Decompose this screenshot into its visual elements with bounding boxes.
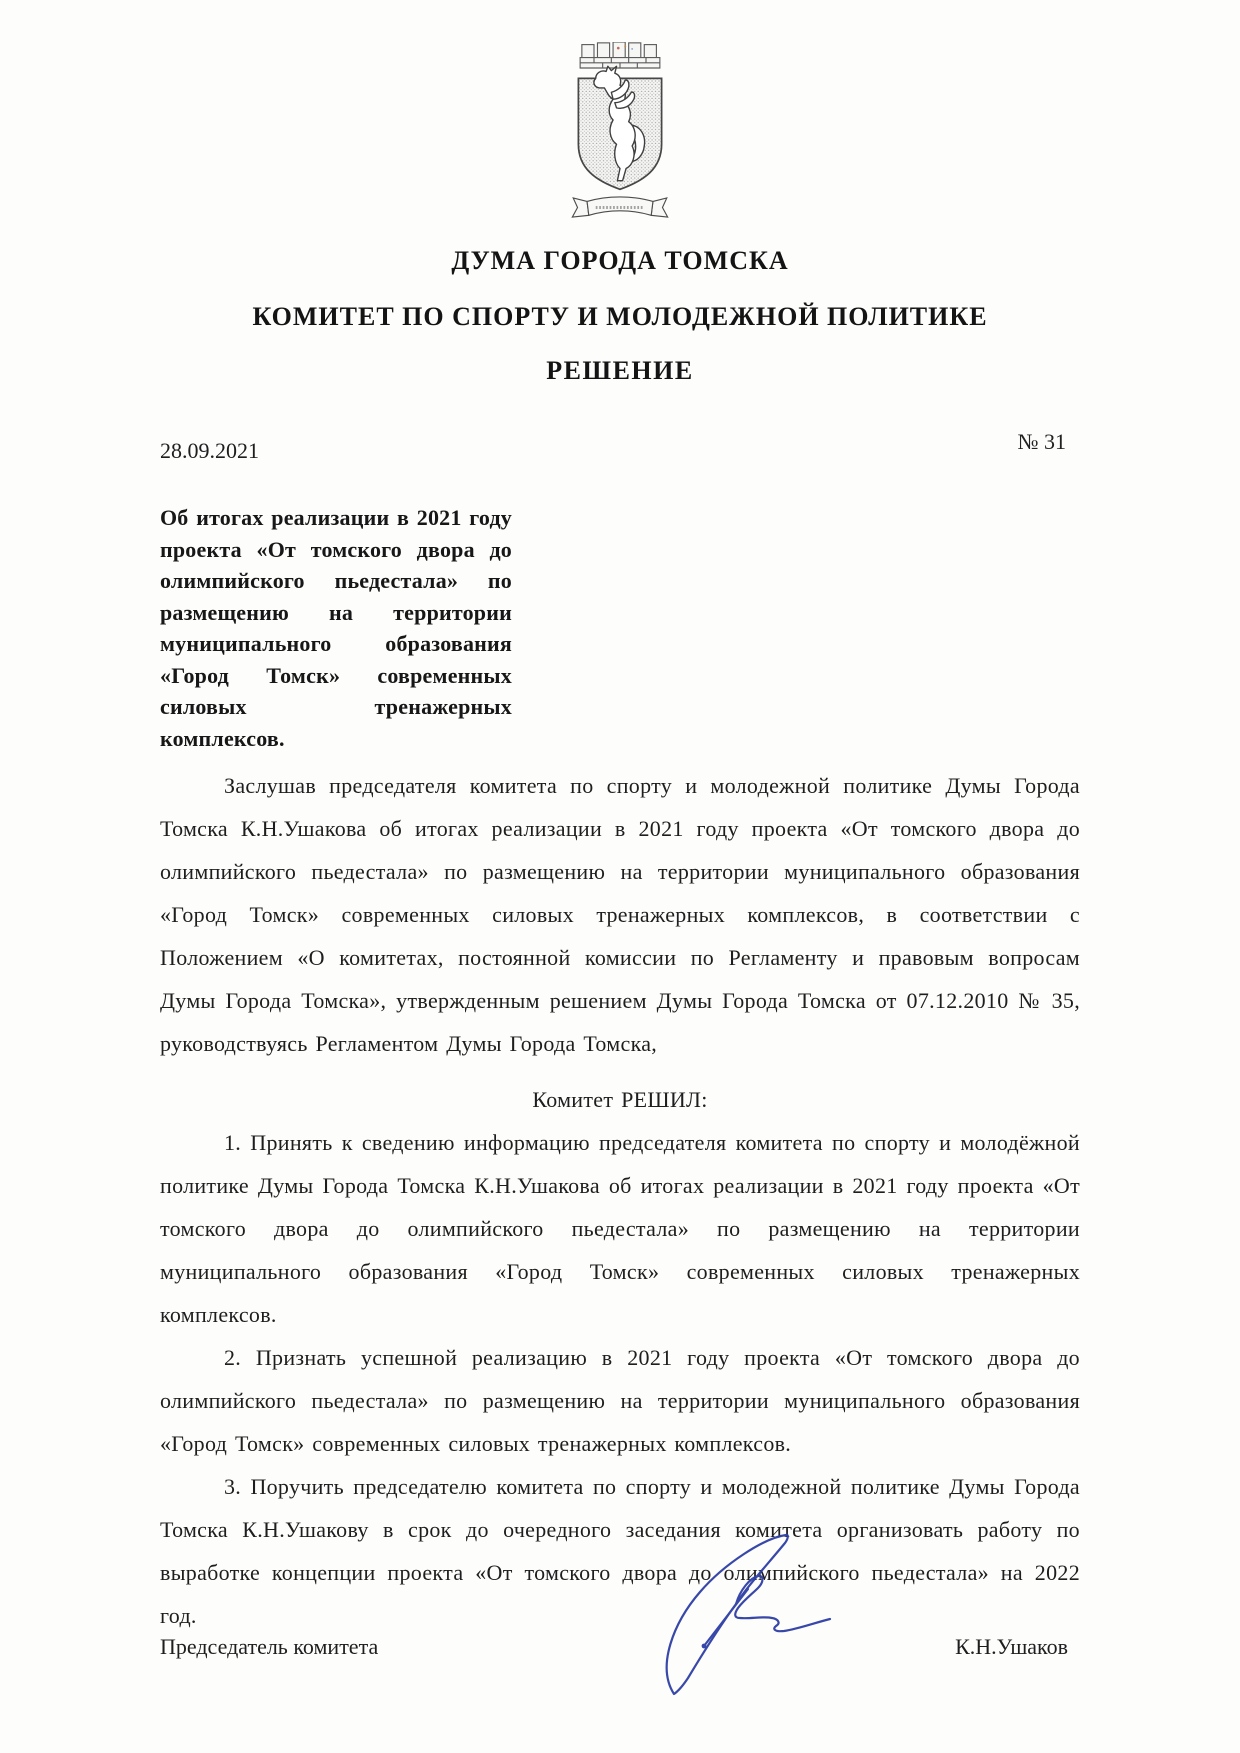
meta-row (160, 429, 1080, 464)
signer-title: Председатель комитета (160, 1634, 379, 1659)
doc-date: 28.09.2021 (160, 438, 259, 463)
mural-crown (580, 42, 660, 68)
resolved-heading: Комитет РЕШИЛ: (532, 1087, 708, 1112)
signer-name: К.Н.Ушаков (955, 1634, 1068, 1659)
committee-title: КОМИТЕТ ПО СПОРТУ И МОЛОДЕЖНОЙ ПОЛИТИКЕ (252, 302, 988, 331)
doc-number: № 31 (1017, 429, 1066, 454)
resolution-item-3: 3. Поручить председателю комитета по спорту и молодежной политике Думы Города Томска К.Н.Ушакову в срок до очередного заседания комитета организовать работу по выработке концепции проекта «От томского двора до олимпийского пьедестала» на 2022 год. (160, 1474, 1080, 1628)
doc-type-title: РЕШЕНИЕ (546, 356, 694, 385)
org-title: ДУМА ГОРОДА ТОМСКА (451, 246, 789, 275)
signature-row (160, 1634, 1080, 1660)
resolution-item-1: 1. Принять к сведению информацию председателя комитета по спорту и молодёжной политике Думы Города Томска К.Н.Ушакова об итогах реализации в 2021 году проекта «От томского двора до олимпийского пьедестала» по размещению на территории муниципального образования «Город Томск» современных силовых тренажерных комплексов. (160, 1130, 1080, 1327)
document-body (160, 764, 1080, 1637)
preamble-paragraph: Заслушав председателя комитета по спорту и молодежной политике Думы Города Томска К.Н.Ушакова об итогах реализации в 2021 году проекта «От томского двора до олимпийского пьедестала» по размещению на территории муниципального образования «Город Томск» современных силовых тренажерных комплексов, в соответствии с Положением «О комитетах, постоянной комиссии по Регламенту и правовым вопросам Думы Города Томска», утвержденным решением Думы Города Томска от 07.12.2010 № 35, руководствуясь Регламентом Думы Города Томска, (160, 773, 1080, 1056)
subject-paragraph: Об итогах реализации в 2021 году проекта «От томского двора до олимпийского пьедестала» по размещению на территории муниципального образования «Город Томск» современных силовых тренажерных комплексов. (160, 505, 512, 751)
tomsk-coat-of-arms-icon (568, 42, 672, 224)
resolution-item-2: 2. Признать успешной реализацию в 2021 году проекта «От томского двора до олимпийского пьедестала» по размещению на территории муниципального образования «Город Томск» современных силовых тренажерных комплексов. (160, 1345, 1080, 1456)
